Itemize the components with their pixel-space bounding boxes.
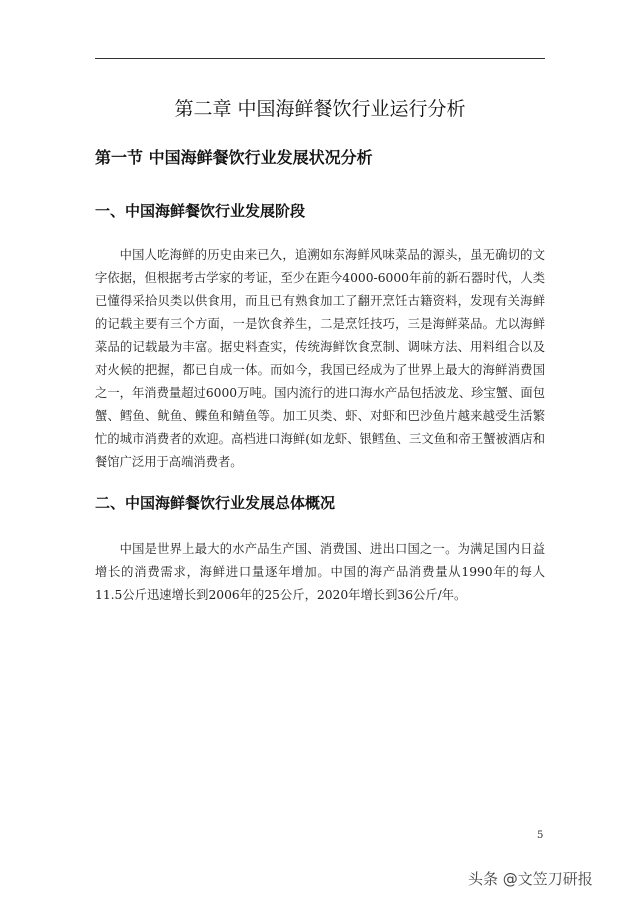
subsection-paragraph-2: 中国是世界上最大的水产品生产国、消费国、进出口国之一。为满足国内日益增长的消费需求，海鲜进口量逐年增加。中国的海产品消费量从1990年的每人11.5公斤迅速增长到2006年的25公斤，2020年增长到36公斤/年。 <box>95 542 545 602</box>
subsection-heading-2: 二、中国海鲜餐饮行业发展总体概况 <box>95 494 336 512</box>
subsection-paragraph-1: 中国人吃海鲜的历史由来已久，追溯如东海鲜风味菜品的源头，虽无确切的文字依据，但根据考古学家的考证，至少在距今4000-6000年前的新石器时代，人类已懂得采拾贝类以供食用，而且已有熟食加工了翻开烹饪古籍资料，发现有关海鲜的记载主要有三个方面，一是饮食养生，二是烹饪技巧，三是海鲜菜品。尤以海鲜菜品的记载最为丰富。据史料查实，传统海鲜饮食烹制、调味方法、用料组合以及对火候的把握，都已自成一体。而如今，我国已经成为了世界上最大的海鲜消费国之一，年消费量超过6000万吨。国内流行的进口海水产品包括波龙、珍宝蟹、面包蟹、鳕鱼、鱿鱼、鲽鱼和鲭鱼等。加工贝类、虾、对虾和巴沙鱼片越来越受生活繁忙的城市消费者的欢迎。高档进口海鲜(如龙虾、银鳕鱼、三文鱼和帝王蟹被酒店和餐馆广泛用于高端消费者。 <box>95 248 545 469</box>
header-rule <box>95 58 545 59</box>
page-number: 5 <box>537 830 544 841</box>
chapter-title: 第二章 中国海鲜餐饮行业运行分析 <box>174 98 466 120</box>
subsection-heading-1: 一、中国海鲜餐饮行业发展阶段 <box>95 202 306 220</box>
section-title: 第一节 中国海鲜餐饮行业发展状况分析 <box>95 148 373 167</box>
watermark: 头条 @文笠刀研报 <box>468 870 593 888</box>
